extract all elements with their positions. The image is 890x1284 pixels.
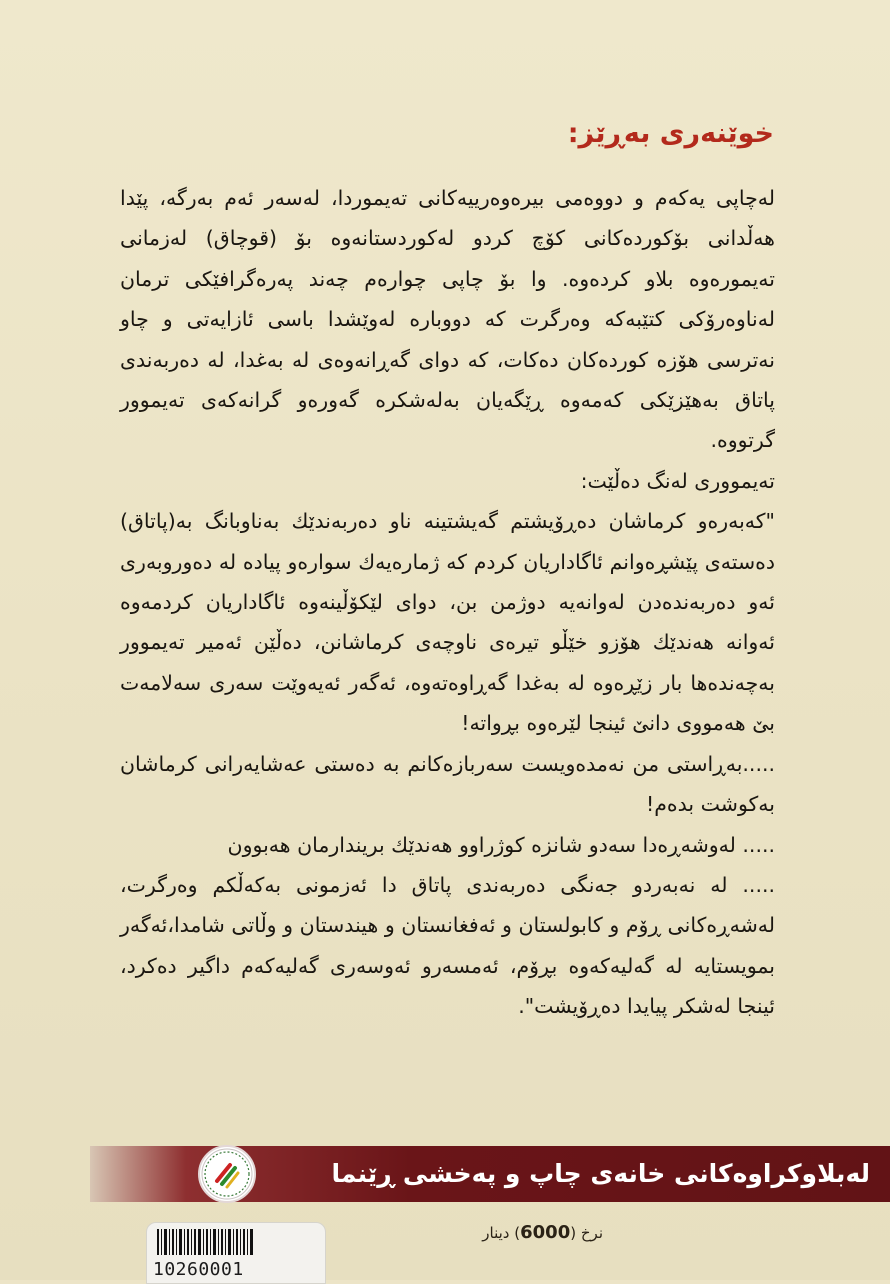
barcode-sticker xyxy=(146,1222,326,1284)
quote-paragraph: ..... لە نەبەردو جەنگی دەربەندی پاتاق دا ئەزمونی بەکەڵکم وەرگرت، لەشەڕەکانی ڕۆم و کابولستان و ئەفغانستان و هیندستان و وڵاتی شامدا،ئەگەر بمویستایە لە گەلیەکەوە بڕۆم، ئەمسەرو ئەوسەری گەلیەکەم داگیر دەکرد، ئینجا لەشکر پیایدا دەڕۆیشت". xyxy=(120,872,775,1019)
publisher-logo-icon xyxy=(198,1145,256,1203)
quote-intro: تەیمووری لەنگ دەڵێت: xyxy=(580,468,775,493)
price-label: نرخ (6000) دینار xyxy=(482,1222,603,1243)
quote-paragraph: "کەبەرەو کرماشان دەڕۆیشتم گەیشتینە ناو دەربەندێك بەناوبانگ بە(پاتاق) دەستەی پێشڕەوانم ئاگاداریان کردم کە ژمارەیەك سوارەو پیادە لە دەوروبەری ئەو دەربەندەدن لەوانەیە دوژمن بن، دوای لێکۆڵینەوە ئاگاداریان کردمەوە ئەوانە هەندێك هۆزو خێڵو تیرەی ناوچەی کرماشانن، دەڵێن ئەمیر تەیموور بەچەندەها بار زێڕەوە لە بەغدا گەڕاوەتەوە، ئەگەر ئەیەوێت سەری سەلامەت بێ هەمووی دانێ ئینجا لێرەوە بڕواتە! xyxy=(120,509,775,736)
publisher-banner-text: لەبلاوکراوەکانی خانەی چاپ و پەخشی ڕێنما xyxy=(331,1159,870,1188)
quote-paragraph: ..... لەوشەڕەدا سەدو شانزە کوژراوو هەندێك بریندارمان هەبوون xyxy=(227,832,775,857)
price-prefix: نرخ xyxy=(580,1224,603,1242)
barcode-number: 10260001 xyxy=(153,1259,244,1280)
price-currency: دینار xyxy=(482,1224,510,1242)
quote-paragraph: .....بەڕاستی من نەمدەویست سەربازەکانم بە دەستی عەشایەرانی کرماشان بەکوشت بدەم! xyxy=(120,751,775,817)
barcode-icon xyxy=(157,1229,257,1255)
price-value: 6000 xyxy=(520,1222,571,1243)
body-text xyxy=(120,178,775,1027)
page-heading: خوێنەری بەڕێز: xyxy=(567,118,774,149)
intro-paragraph: لەچاپی یەکەم و دووەمی بیرەوەرییەکانی تەیموردا، لەسەر ئەم بەرگە، پێدا هەڵدانی بۆکوردەکانی کۆچ کردو لەکوردستانەوە بۆ (قوچاق) لەزمانی تەیمورەوە بلاو کردەوە. وا بۆ چاپی چوارەم چەند پەرەگرافێکی ترمان لەناوەرۆکی کتێبەکە وەرگرت کە دووبارە لەوێشدا باسی ئازایەتی و چاو نەترسی هۆزە کوردەکان دەکات، کە دوای گەڕانەوەی لە بەغدا، لە دەربەندی پاتاق بەهێزێکی کەمەوە ڕێگەیان بەلەشکرە گەورەو گرانەکەی تەیموور گرتووە. xyxy=(120,186,775,453)
